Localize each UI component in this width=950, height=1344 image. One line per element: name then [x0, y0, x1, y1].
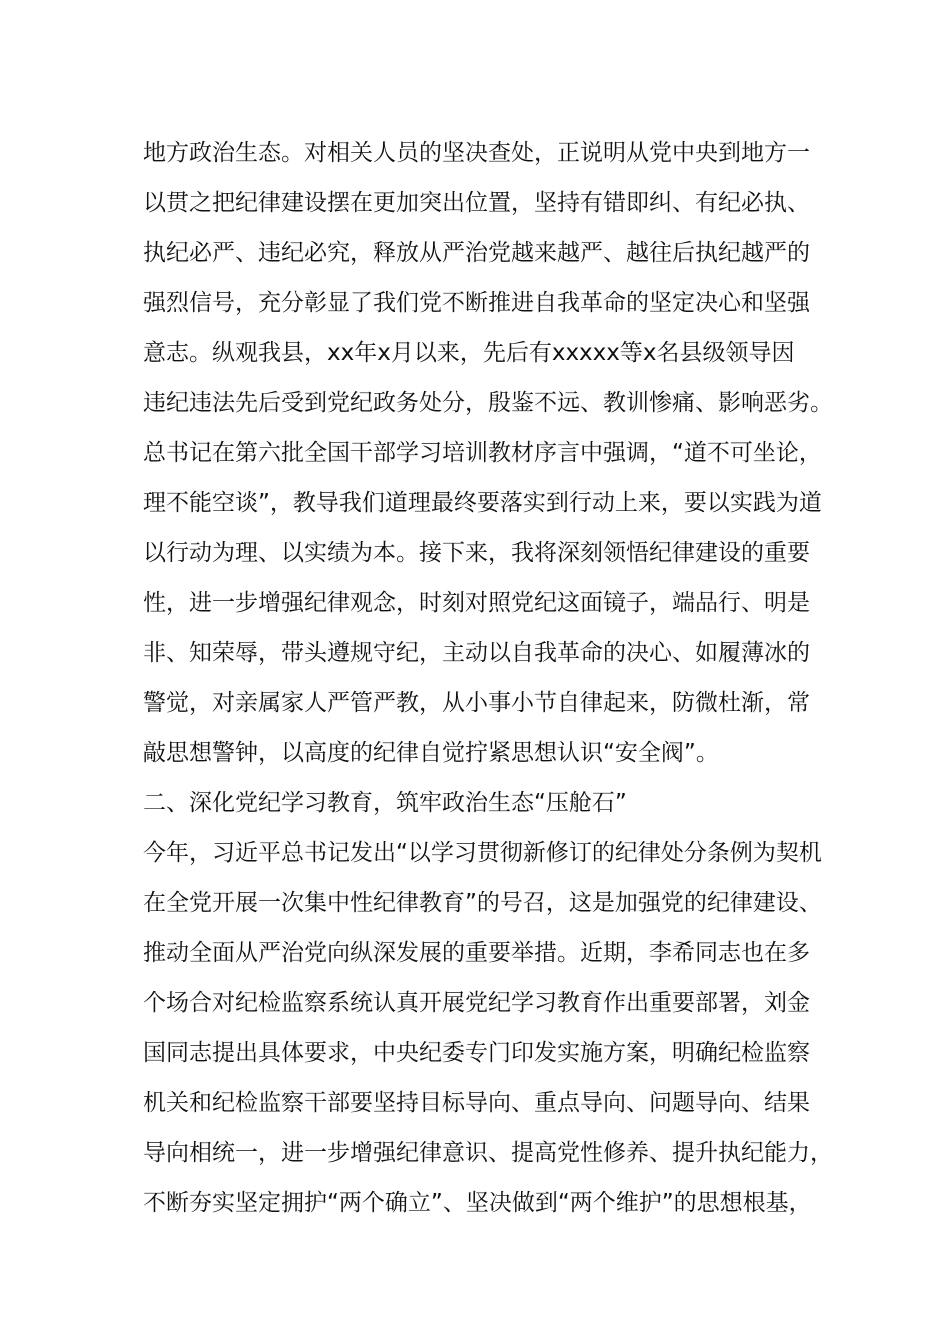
- text-line: 执纪必严、违纪必究，释放从严治党越来越严、越往后执纪越严的: [143, 240, 810, 266]
- text-line: 强烈信号，充分彰显了我们党不断推进自我革命的坚定决心和坚强: [143, 290, 810, 316]
- text-line: 以行动为理、以实绩为本。接下来，我将深刻领悟纪律建设的重要: [143, 540, 810, 566]
- text-line: 意志。纵观我县，xx年x月以来，先后有xxxxx等x名县级领导因: [143, 340, 795, 366]
- text-line: 国同志提出具体要求，中央纪委专门印发实施方案，明确纪检监察: [143, 1040, 810, 1066]
- section-heading: 二、深化党纪学习教育，筑牢政治生态“压舱石”: [143, 790, 627, 816]
- text-line: 总书记在第六批全国干部学习培训教材序言中强调，“道不可坐论，: [143, 440, 822, 466]
- text-line: 推动全面从严治党向纵深发展的重要举措。近期，李希同志也在多: [143, 940, 810, 966]
- text-line: 以贯之把纪律建设摆在更加突出位置，坚持有错即纠、有纪必执、: [143, 190, 810, 216]
- text-line: 性，进一步增强纪律观念，时刻对照党纪这面镜子，端品行、明是: [143, 590, 810, 616]
- text-line: 今年，习近平总书记发出“以学习贯彻新修订的纪律处分条例为契机: [143, 840, 822, 866]
- text-line: 敲思想警钟，以高度的纪律自觉拧紧思想认识“安全阀”。: [143, 740, 719, 766]
- text-line: 地方政治生态。对相关人员的坚决查处，正说明从党中央到地方一: [143, 140, 810, 166]
- text-line: 在全党开展一次集中性纪律教育”的号召，这是加强党的纪律建设、: [143, 890, 822, 916]
- text-line: 违纪违法先后受到党纪政务处分，殷鉴不远、教训惨痛、影响恶劣。: [143, 390, 833, 416]
- text-line: 不断夯实坚定拥护“两个确立”、坚决做到“两个维护”的思想根基，: [143, 1190, 812, 1216]
- text-line: 导向相统一，进一步增强纪律意识、提高党性修养、提升执纪能力，: [143, 1140, 833, 1166]
- text-line: 个场合对纪检监察系统认真开展党纪学习教育作出重要部署，刘金: [143, 990, 810, 1016]
- text-line: 警觉，对亲属家人严管严教，从小事小节自律起来，防微杜渐，常: [143, 690, 810, 716]
- text-line: 机关和纪检监察干部要坚持目标导向、重点导向、问题导向、结果: [143, 1090, 810, 1116]
- text-line: 非、知荣辱，带头遵规守纪，主动以自我革命的决心、如履薄冰的: [143, 640, 810, 666]
- body-text: [143, 128, 833, 1228]
- text-line: 理不能空谈”，教导我们道理最终要落实到行动上来，要以实践为道: [143, 490, 822, 516]
